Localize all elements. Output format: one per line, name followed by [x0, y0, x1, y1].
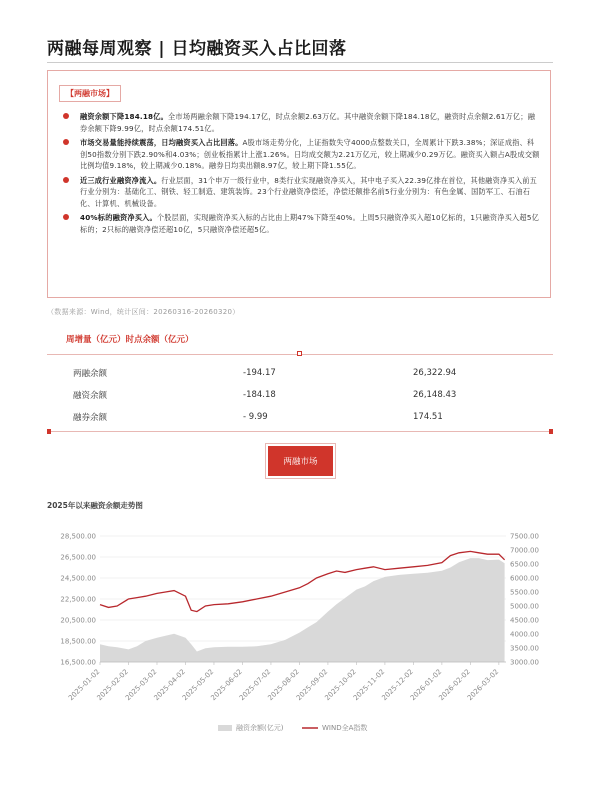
series-area-margin-balance [100, 558, 505, 662]
y-right-tick-label: 3000.00 [510, 658, 539, 667]
y-left-tick-label: 22,500.00 [60, 595, 96, 604]
row-balance: 26,322.94 [413, 368, 457, 378]
row-label: 融券余额 [73, 413, 108, 423]
summary-item-head: 40%标的融资净买入。 [80, 213, 157, 222]
summary-item-body: 全市场两融余额下降194.17亿，时点余额2.63万亿。其中融资余额下降184.18亿，融资时点余额2.61万亿；融券余额下降9.99亿，时点余额174.51亿。 [80, 112, 536, 133]
y-left-tick-label: 20,500.00 [60, 616, 96, 625]
x-tick-label: 2025-12-02 [380, 667, 415, 703]
divider-end-marker-icon [47, 429, 51, 434]
margin-balance-chart [0, 510, 600, 750]
title-divider [47, 62, 553, 63]
summary-item-body: A股市场走势分化，上证指数失守4000点整数关口，全周累计下跌3.38%；深证成指、科创50指数分别下跌2.90%和4.03%；创业板指累计上涨1.26%。日均成交额为2.21万亿元，较上期减少0.29万亿。融资买入额占A股成交额比例均值9.18%，较上期减少0.18%。融券日均卖出额8.97亿，较上期下降1.55亿。 [80, 138, 540, 170]
table-row [73, 384, 533, 406]
y-left-tick-label: 26,500.00 [60, 553, 96, 562]
summary-list [62, 111, 540, 238]
x-tick-label: 2026-02-02 [437, 667, 472, 703]
bullet-dot-icon [63, 139, 69, 145]
y-right-tick-label: 6000.00 [510, 574, 539, 583]
y-right-tick-label: 5000.00 [510, 602, 539, 611]
section-button-margin-market[interactable]: 两融市场 [268, 446, 333, 476]
x-tick-label: 2025-11-02 [351, 667, 387, 703]
row-change: -184.18 [243, 390, 276, 400]
y-right-tick-label: 7500.00 [510, 532, 539, 541]
summary-item-head: 市场交易量能持续震荡，日均融资买入占比回落。 [80, 138, 243, 147]
divider-end-marker-icon [549, 429, 553, 434]
x-tick-label: 2025-08-02 [266, 667, 301, 703]
row-label: 融资余额 [73, 391, 108, 401]
summary-item-body: 行业层面，31个申万一级行业中，8类行业实现融资净买入，其中电子买入22.39亿排在首位，其他融资净买入前五行业分别为：基础化工、钢铁、轻工制造、建筑装饰。23个行业融资净偿还，净偿还额排名前5行业分别为：有色金属、国防军工、石油石化、计算机、机械设备。 [80, 175, 537, 208]
summary-item-head: 近三成行业融资净流入。 [80, 175, 162, 185]
row-change: - 9.99 [243, 412, 268, 422]
row-balance: 26,148.43 [413, 390, 457, 400]
x-tick-label: 2025-03-02 [123, 667, 159, 703]
table-row [73, 362, 533, 384]
summary-item [62, 111, 540, 134]
y-left-tick-label: 18,500.00 [60, 637, 96, 646]
y-left-tick-label: 24,500.00 [60, 574, 96, 583]
row-change: -194.17 [243, 368, 276, 378]
summary-tag: 【两融市场】 [59, 85, 121, 102]
page-title: 两融每周观察 | 日均融资买入占比回落 [47, 39, 347, 59]
y-right-tick-label: 5500.00 [510, 588, 539, 597]
y-right-tick-label: 6500.00 [510, 560, 539, 569]
balance-table [73, 362, 533, 428]
x-tick-label: 2025-05-02 [180, 667, 216, 703]
x-tick-label: 2026-01-02 [408, 667, 444, 703]
y-left-tick-label: 16,500.00 [60, 658, 96, 667]
x-tick-label: 2025-02-02 [95, 667, 130, 703]
x-tick-label: 2025-07-02 [237, 667, 273, 703]
x-tick-label: 2025-10-02 [323, 667, 358, 703]
summary-item-body: 个股层面，实现融资净买入标的占比由上期47%下降至40%。上周5只融资净买入超10亿标的，1只融资净买入超5亿标的；2只标的融资净偿还超10亿，5只融资净偿还超5亿。 [80, 213, 539, 234]
y-right-tick-label: 3500.00 [510, 644, 539, 653]
summary-item-head: 融资余额下降184.18亿。 [80, 112, 169, 121]
table-bottom-divider [47, 431, 553, 432]
bullet-dot-icon [63, 214, 69, 220]
y-right-tick-label: 7000.00 [510, 546, 539, 555]
summary-item [62, 212, 540, 235]
legend-label: 融资余额(亿元) [236, 724, 284, 732]
y-right-tick-label: 4000.00 [510, 630, 539, 639]
table-row [73, 406, 533, 428]
summary-item [62, 175, 540, 210]
summary-box [47, 70, 551, 298]
x-tick-label: 2025-09-02 [294, 667, 330, 703]
summary-item [62, 137, 540, 172]
legend-label: WIND全A指数 [322, 724, 368, 732]
x-tick-label: 2025-01-02 [66, 667, 102, 703]
divider-marker-icon [297, 351, 302, 356]
data-source-note: （数据来源：Wind，统计区间：20260316-20260320） [47, 308, 240, 316]
legend-swatch-area [218, 725, 232, 731]
y-right-tick-label: 4500.00 [510, 616, 539, 625]
chart-title: 2025年以来融资余额走势图 [47, 501, 143, 510]
y-left-tick-label: 28,500.00 [60, 532, 96, 541]
bullet-dot-icon [63, 113, 69, 119]
row-label: 两融余额 [73, 369, 108, 379]
row-balance: 174.51 [413, 412, 443, 422]
x-tick-label: 2026-03-02 [465, 667, 501, 703]
bullet-dot-icon [63, 177, 69, 183]
table-header: 周增量（亿元）时点余额（亿元） [66, 335, 194, 345]
x-tick-label: 2025-06-02 [209, 667, 244, 703]
x-tick-label: 2025-04-02 [152, 667, 187, 703]
